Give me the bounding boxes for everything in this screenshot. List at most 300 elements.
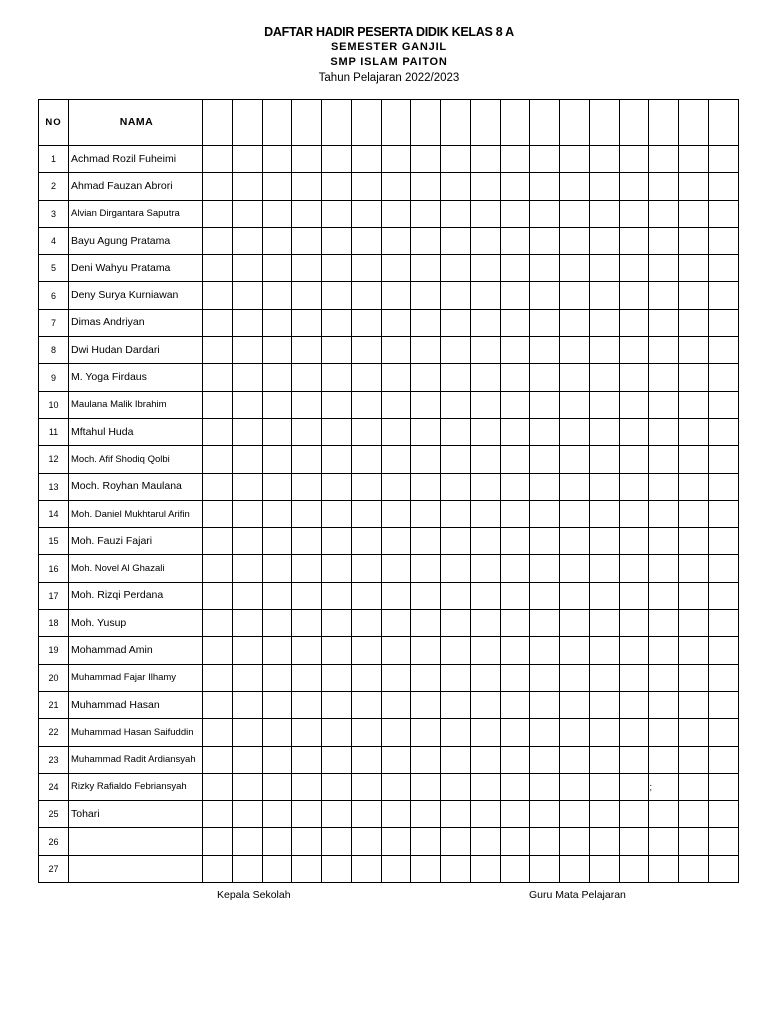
attendance-cell bbox=[500, 828, 530, 855]
attendance-cell bbox=[441, 719, 471, 746]
student-name: Ahmad Fauzan Abrori bbox=[69, 173, 203, 200]
attendance-cell bbox=[322, 610, 352, 637]
attendance-cell bbox=[560, 173, 590, 200]
table-row bbox=[39, 173, 739, 200]
attendance-cell bbox=[411, 773, 441, 800]
attendance-cell bbox=[470, 801, 500, 828]
attendance-cell bbox=[411, 200, 441, 227]
row-number: 26 bbox=[39, 828, 69, 855]
attendance-cell bbox=[530, 364, 560, 391]
attendance-cell bbox=[560, 337, 590, 364]
attendance-cell bbox=[619, 828, 649, 855]
attendance-cell bbox=[530, 473, 560, 500]
attendance-cell bbox=[530, 828, 560, 855]
student-name: Bayu Agung Pratama bbox=[69, 227, 203, 254]
attendance-cell bbox=[470, 855, 500, 882]
attendance-cell bbox=[351, 582, 381, 609]
attendance-cell bbox=[679, 801, 709, 828]
attendance-cell bbox=[679, 146, 709, 173]
teacher-signature-label: Guru Mata Pelajaran bbox=[529, 889, 626, 901]
attendance-cell bbox=[649, 500, 679, 527]
attendance-cell bbox=[560, 746, 590, 773]
attendance-cell bbox=[292, 418, 322, 445]
attendance-cell bbox=[411, 664, 441, 691]
attendance-cell bbox=[232, 691, 262, 718]
attendance-cell bbox=[232, 582, 262, 609]
attendance-cell bbox=[411, 691, 441, 718]
attendance-cell bbox=[470, 582, 500, 609]
attendance-cell bbox=[530, 801, 560, 828]
attendance-cell bbox=[351, 664, 381, 691]
attendance-cell bbox=[679, 446, 709, 473]
attendance-cell bbox=[500, 801, 530, 828]
attendance-cell bbox=[292, 555, 322, 582]
row-number: 15 bbox=[39, 528, 69, 555]
attendance-cell bbox=[560, 828, 590, 855]
attendance-cell bbox=[292, 227, 322, 254]
attendance-cell bbox=[619, 637, 649, 664]
table-row bbox=[39, 637, 739, 664]
attendance-cell bbox=[411, 801, 441, 828]
attendance-cell bbox=[619, 746, 649, 773]
attendance-cell bbox=[679, 282, 709, 309]
attendance-cell bbox=[322, 173, 352, 200]
attendance-cell bbox=[589, 637, 619, 664]
attendance-cell bbox=[411, 364, 441, 391]
attendance-cell bbox=[709, 282, 739, 309]
attendance-cell bbox=[530, 555, 560, 582]
attendance-cell bbox=[262, 801, 292, 828]
attendance-cell bbox=[292, 391, 322, 418]
row-number: 25 bbox=[39, 801, 69, 828]
attendance-cell bbox=[679, 610, 709, 637]
attendance-cell bbox=[709, 173, 739, 200]
attendance-cell bbox=[381, 528, 411, 555]
attendance-cell bbox=[530, 610, 560, 637]
attendance-cell bbox=[500, 582, 530, 609]
table-row bbox=[39, 200, 739, 227]
attendance-cell bbox=[292, 801, 322, 828]
attendance-cell bbox=[709, 364, 739, 391]
row-number: 10 bbox=[39, 391, 69, 418]
row-number: 2 bbox=[39, 173, 69, 200]
attendance-cell bbox=[619, 500, 649, 527]
header-attendance-cell bbox=[262, 100, 292, 146]
attendance-cell bbox=[232, 282, 262, 309]
student-name: Dwi Hudan Dardari bbox=[69, 337, 203, 364]
row-number: 17 bbox=[39, 582, 69, 609]
attendance-cell bbox=[411, 255, 441, 282]
attendance-cell bbox=[262, 528, 292, 555]
attendance-cell bbox=[381, 200, 411, 227]
attendance-cell bbox=[709, 309, 739, 336]
attendance-cell bbox=[232, 255, 262, 282]
attendance-cell bbox=[649, 227, 679, 254]
attendance-cell bbox=[649, 146, 679, 173]
attendance-cell bbox=[589, 309, 619, 336]
attendance-cell bbox=[262, 200, 292, 227]
attendance-cell bbox=[351, 828, 381, 855]
table-row bbox=[39, 282, 739, 309]
attendance-cell bbox=[530, 146, 560, 173]
attendance-cell bbox=[530, 691, 560, 718]
attendance-cell bbox=[441, 582, 471, 609]
attendance-cell bbox=[203, 555, 233, 582]
table-row bbox=[39, 855, 739, 882]
attendance-cell bbox=[381, 446, 411, 473]
attendance-cell bbox=[619, 227, 649, 254]
attendance-cell bbox=[351, 418, 381, 445]
attendance-cell bbox=[619, 255, 649, 282]
attendance-cell bbox=[500, 528, 530, 555]
attendance-cell bbox=[589, 828, 619, 855]
attendance-cell bbox=[709, 200, 739, 227]
attendance-cell bbox=[411, 309, 441, 336]
attendance-cell bbox=[589, 364, 619, 391]
student-name: Moh. Fauzi Fajari bbox=[69, 528, 203, 555]
attendance-cell bbox=[322, 691, 352, 718]
attendance-cell bbox=[619, 282, 649, 309]
attendance-cell bbox=[381, 664, 411, 691]
attendance-cell bbox=[589, 473, 619, 500]
attendance-cell bbox=[649, 637, 679, 664]
attendance-cell bbox=[411, 418, 441, 445]
attendance-cell bbox=[203, 828, 233, 855]
row-number: 22 bbox=[39, 719, 69, 746]
attendance-cell bbox=[262, 746, 292, 773]
table-row bbox=[39, 309, 739, 336]
attendance-cell bbox=[411, 173, 441, 200]
attendance-cell bbox=[232, 309, 262, 336]
attendance-cell bbox=[441, 855, 471, 882]
attendance-cell bbox=[589, 610, 619, 637]
attendance-cell bbox=[589, 282, 619, 309]
attendance-cell bbox=[589, 691, 619, 718]
document-title: DAFTAR HADIR PESERTA DIDIK KELAS 8 A bbox=[264, 25, 514, 39]
attendance-cell bbox=[560, 855, 590, 882]
row-number: 9 bbox=[39, 364, 69, 391]
table-row bbox=[39, 719, 739, 746]
attendance-cell bbox=[232, 446, 262, 473]
row-number: 8 bbox=[39, 337, 69, 364]
attendance-cell bbox=[262, 555, 292, 582]
row-number: 19 bbox=[39, 637, 69, 664]
attendance-cell bbox=[232, 773, 262, 800]
student-name: Moh. Novel Al Ghazali bbox=[69, 555, 203, 582]
table-row bbox=[39, 582, 739, 609]
attendance-cell bbox=[500, 146, 530, 173]
attendance-cell bbox=[381, 500, 411, 527]
attendance-cell bbox=[709, 637, 739, 664]
attendance-cell bbox=[351, 691, 381, 718]
attendance-cell bbox=[649, 691, 679, 718]
attendance-cell bbox=[381, 855, 411, 882]
row-number: 1 bbox=[39, 146, 69, 173]
attendance-table bbox=[38, 99, 739, 883]
row-number: 4 bbox=[39, 227, 69, 254]
attendance-cell bbox=[709, 473, 739, 500]
attendance-cell bbox=[589, 227, 619, 254]
header-attendance-cell bbox=[619, 100, 649, 146]
attendance-cell bbox=[411, 282, 441, 309]
attendance-cell bbox=[530, 528, 560, 555]
attendance-cell bbox=[500, 637, 530, 664]
attendance-cell bbox=[381, 773, 411, 800]
attendance-cell bbox=[232, 418, 262, 445]
attendance-cell bbox=[262, 337, 292, 364]
attendance-cell bbox=[530, 227, 560, 254]
attendance-cell bbox=[203, 855, 233, 882]
attendance-cell bbox=[351, 528, 381, 555]
attendance-cell bbox=[619, 446, 649, 473]
attendance-cell bbox=[470, 446, 500, 473]
table-row bbox=[39, 255, 739, 282]
attendance-cell bbox=[589, 855, 619, 882]
attendance-cell bbox=[709, 691, 739, 718]
attendance-cell bbox=[500, 200, 530, 227]
attendance-cell bbox=[292, 282, 322, 309]
attendance-cell bbox=[470, 500, 500, 527]
attendance-cell bbox=[500, 446, 530, 473]
attendance-cell bbox=[500, 664, 530, 691]
attendance-cell bbox=[232, 500, 262, 527]
table-row bbox=[39, 691, 739, 718]
attendance-cell bbox=[560, 200, 590, 227]
attendance-cell bbox=[292, 473, 322, 500]
header-attendance-cell bbox=[560, 100, 590, 146]
attendance-cell bbox=[232, 146, 262, 173]
attendance-cell bbox=[649, 582, 679, 609]
attendance-cell bbox=[262, 173, 292, 200]
attendance-cell bbox=[470, 146, 500, 173]
attendance-cell bbox=[500, 719, 530, 746]
header-attendance-cell bbox=[679, 100, 709, 146]
attendance-cell bbox=[203, 337, 233, 364]
attendance-cell bbox=[589, 255, 619, 282]
attendance-cell bbox=[322, 364, 352, 391]
attendance-cell bbox=[441, 146, 471, 173]
attendance-cell bbox=[679, 855, 709, 882]
attendance-cell bbox=[679, 500, 709, 527]
attendance-cell bbox=[232, 473, 262, 500]
attendance-cell bbox=[709, 446, 739, 473]
attendance-cell bbox=[530, 418, 560, 445]
attendance-cell bbox=[203, 473, 233, 500]
attendance-cell bbox=[649, 528, 679, 555]
attendance-cell bbox=[649, 719, 679, 746]
table-row bbox=[39, 418, 739, 445]
attendance-cell bbox=[709, 418, 739, 445]
attendance-cell bbox=[470, 773, 500, 800]
attendance-cell bbox=[322, 828, 352, 855]
attendance-cell bbox=[322, 227, 352, 254]
attendance-cell bbox=[709, 719, 739, 746]
attendance-cell bbox=[530, 391, 560, 418]
attendance-cell bbox=[411, 337, 441, 364]
attendance-cell bbox=[560, 664, 590, 691]
attendance-cell bbox=[262, 473, 292, 500]
attendance-cell bbox=[530, 309, 560, 336]
attendance-cell bbox=[589, 200, 619, 227]
attendance-cell bbox=[411, 500, 441, 527]
attendance-cell bbox=[441, 364, 471, 391]
attendance-cell bbox=[709, 500, 739, 527]
attendance-cell bbox=[709, 828, 739, 855]
attendance-cell bbox=[411, 582, 441, 609]
attendance-cell bbox=[262, 637, 292, 664]
attendance-cell bbox=[470, 364, 500, 391]
attendance-cell bbox=[679, 255, 709, 282]
attendance-cell bbox=[530, 855, 560, 882]
attendance-cell bbox=[589, 664, 619, 691]
attendance-cell bbox=[292, 719, 322, 746]
attendance-cell bbox=[619, 391, 649, 418]
table-row bbox=[39, 610, 739, 637]
attendance-cell bbox=[322, 855, 352, 882]
attendance-cell bbox=[530, 446, 560, 473]
attendance-cell bbox=[411, 555, 441, 582]
attendance-cell bbox=[203, 528, 233, 555]
attendance-cell bbox=[470, 473, 500, 500]
attendance-cell bbox=[589, 500, 619, 527]
attendance-cell bbox=[203, 200, 233, 227]
attendance-cell bbox=[649, 801, 679, 828]
header-attendance-cell bbox=[441, 100, 471, 146]
attendance-cell bbox=[470, 337, 500, 364]
attendance-cell bbox=[203, 146, 233, 173]
attendance-cell bbox=[709, 555, 739, 582]
attendance-cell bbox=[381, 227, 411, 254]
attendance-cell bbox=[470, 173, 500, 200]
attendance-cell bbox=[441, 664, 471, 691]
header-attendance-cell bbox=[530, 100, 560, 146]
table-row bbox=[39, 473, 739, 500]
attendance-cell bbox=[292, 664, 322, 691]
attendance-cell bbox=[262, 146, 292, 173]
attendance-cell bbox=[322, 773, 352, 800]
attendance-cell bbox=[679, 746, 709, 773]
student-name: Moh. Yusup bbox=[69, 610, 203, 637]
attendance-cell bbox=[351, 855, 381, 882]
attendance-cell bbox=[292, 255, 322, 282]
attendance-cell bbox=[619, 582, 649, 609]
attendance-cell bbox=[441, 746, 471, 773]
attendance-cell bbox=[441, 528, 471, 555]
attendance-cell: ; bbox=[649, 773, 679, 800]
attendance-cell bbox=[619, 610, 649, 637]
attendance-cell bbox=[262, 610, 292, 637]
table-row bbox=[39, 500, 739, 527]
attendance-cell bbox=[351, 309, 381, 336]
attendance-cell bbox=[500, 610, 530, 637]
student-name: Achmad Rozil Fuheimi bbox=[69, 146, 203, 173]
table-row bbox=[39, 227, 739, 254]
attendance-cell bbox=[500, 773, 530, 800]
student-name bbox=[69, 828, 203, 855]
attendance-cell bbox=[411, 227, 441, 254]
attendance-cell bbox=[560, 473, 590, 500]
row-number: 27 bbox=[39, 855, 69, 882]
header-attendance-cell bbox=[381, 100, 411, 146]
attendance-cell bbox=[679, 391, 709, 418]
attendance-cell bbox=[203, 746, 233, 773]
attendance-cell bbox=[322, 391, 352, 418]
attendance-cell bbox=[589, 801, 619, 828]
attendance-cell bbox=[411, 855, 441, 882]
attendance-cell bbox=[560, 582, 590, 609]
semester-label: SEMESTER GANJIL bbox=[331, 41, 447, 53]
attendance-cell bbox=[500, 391, 530, 418]
attendance-cell bbox=[709, 746, 739, 773]
attendance-cell bbox=[589, 418, 619, 445]
attendance-cell bbox=[470, 610, 500, 637]
attendance-cell bbox=[441, 418, 471, 445]
attendance-cell bbox=[381, 582, 411, 609]
attendance-cell bbox=[381, 282, 411, 309]
attendance-cell bbox=[500, 746, 530, 773]
attendance-cell bbox=[560, 418, 590, 445]
attendance-cell bbox=[411, 446, 441, 473]
attendance-cell bbox=[649, 418, 679, 445]
attendance-cell bbox=[530, 282, 560, 309]
attendance-cell bbox=[351, 337, 381, 364]
attendance-cell bbox=[441, 446, 471, 473]
attendance-cell bbox=[203, 391, 233, 418]
attendance-cell bbox=[262, 855, 292, 882]
attendance-cell bbox=[351, 200, 381, 227]
attendance-cell bbox=[500, 173, 530, 200]
attendance-cell bbox=[709, 855, 739, 882]
attendance-cell bbox=[589, 391, 619, 418]
attendance-cell bbox=[530, 637, 560, 664]
attendance-cell bbox=[709, 773, 739, 800]
attendance-cell bbox=[322, 146, 352, 173]
attendance-cell bbox=[530, 500, 560, 527]
attendance-cell bbox=[560, 528, 590, 555]
attendance-cell bbox=[709, 146, 739, 173]
attendance-cell bbox=[470, 664, 500, 691]
attendance-cell bbox=[589, 555, 619, 582]
attendance-cell bbox=[470, 309, 500, 336]
attendance-cell bbox=[679, 364, 709, 391]
attendance-cell bbox=[322, 528, 352, 555]
header-attendance-cell bbox=[649, 100, 679, 146]
attendance-cell bbox=[619, 719, 649, 746]
table-row bbox=[39, 801, 739, 828]
attendance-cell bbox=[441, 637, 471, 664]
attendance-cell bbox=[679, 719, 709, 746]
row-number: 20 bbox=[39, 664, 69, 691]
attendance-cell bbox=[322, 500, 352, 527]
attendance-cell bbox=[619, 473, 649, 500]
header-attendance-cell bbox=[411, 100, 441, 146]
row-number: 3 bbox=[39, 200, 69, 227]
attendance-cell bbox=[292, 691, 322, 718]
header-attendance-cell bbox=[709, 100, 739, 146]
attendance-cell bbox=[292, 828, 322, 855]
attendance-cell bbox=[560, 309, 590, 336]
attendance-cell bbox=[560, 255, 590, 282]
attendance-cell bbox=[709, 255, 739, 282]
attendance-cell bbox=[500, 309, 530, 336]
attendance-cell bbox=[679, 173, 709, 200]
attendance-cell bbox=[203, 610, 233, 637]
header-attendance-cell bbox=[203, 100, 233, 146]
attendance-cell bbox=[203, 500, 233, 527]
attendance-cell bbox=[262, 446, 292, 473]
attendance-cell bbox=[649, 610, 679, 637]
attendance-cell bbox=[500, 691, 530, 718]
